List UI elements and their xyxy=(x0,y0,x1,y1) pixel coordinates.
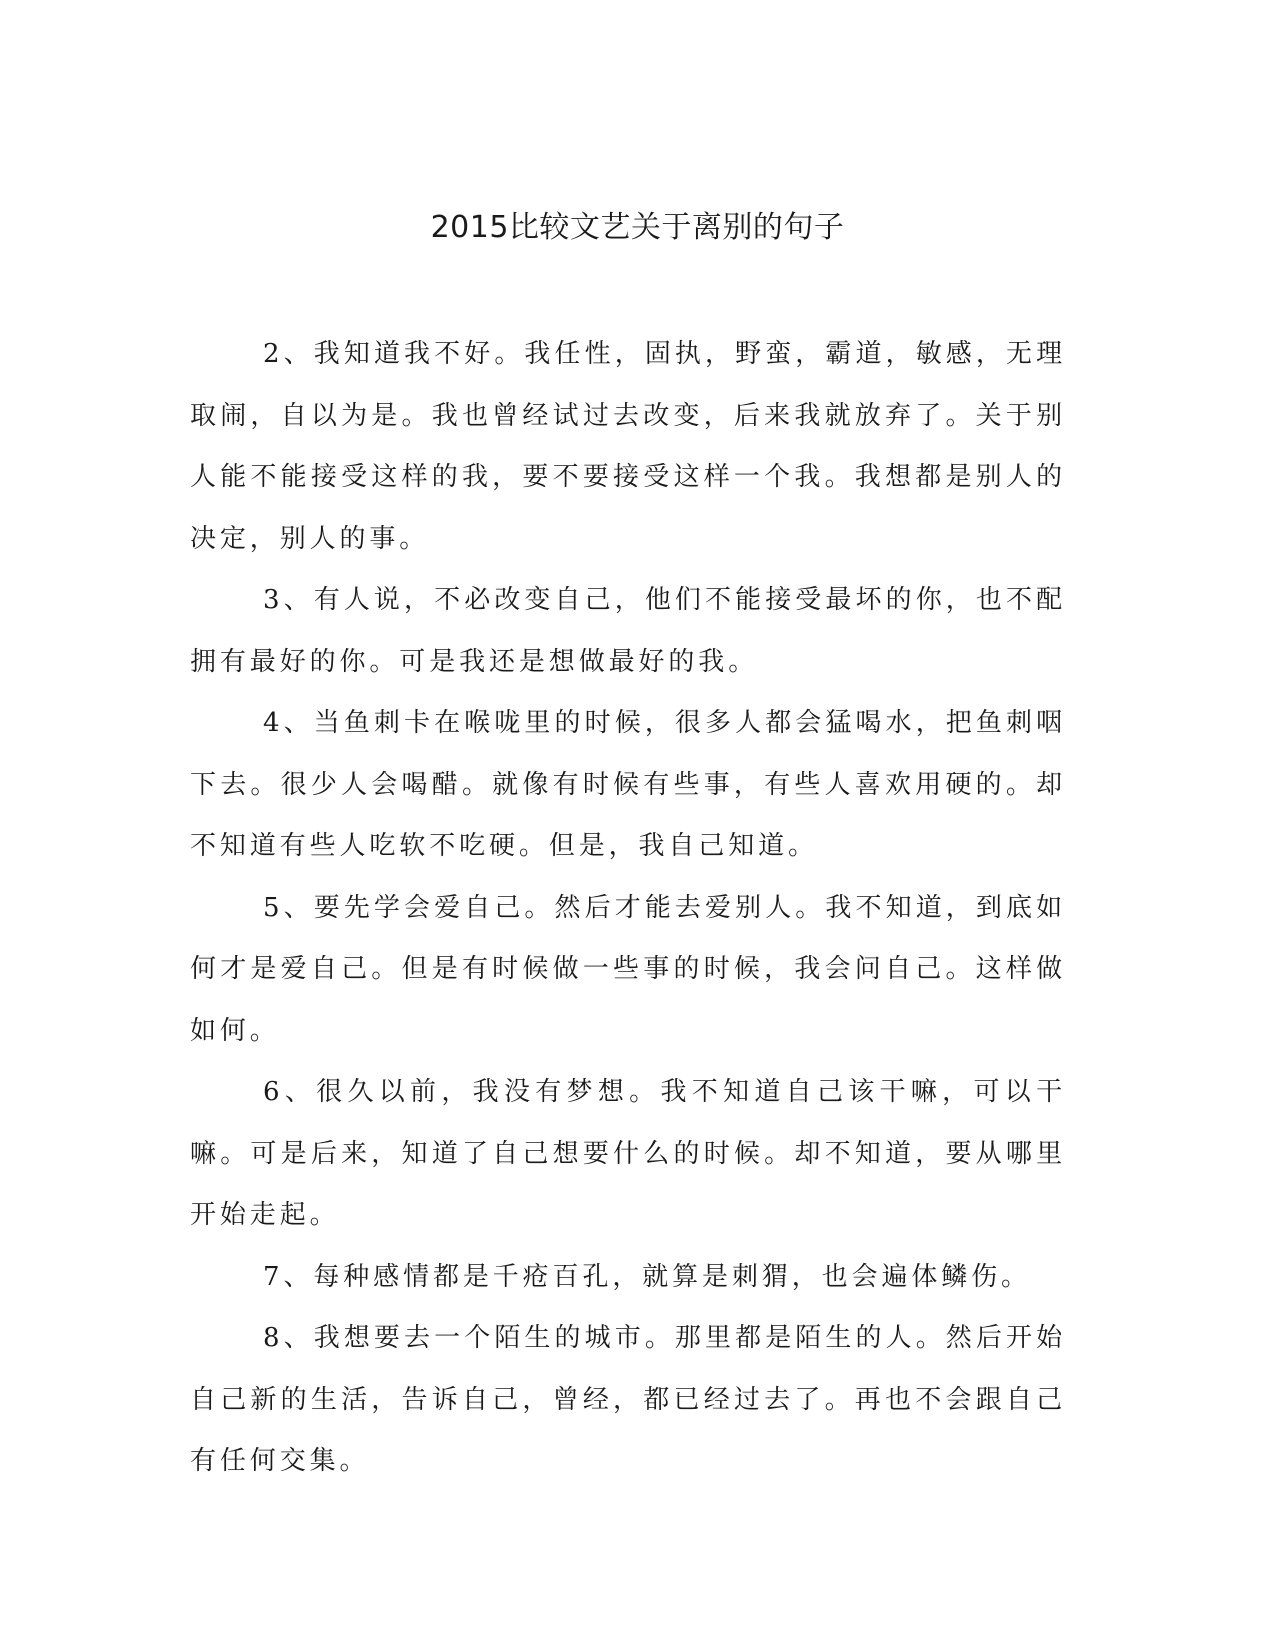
page-title: 2015比较文艺关于离别的句子 xyxy=(430,210,845,245)
paragraph: 2、我知道我不好。我任性，固执，野蛮，霸道，敏感，无理取闹，自以为是。我也曾经试过去改变，后来我就放弃了。关于别人能不能接受这样的我，要不要接受这样一个我。我想都是别人的决定，别人的事。 xyxy=(190,339,1066,554)
document-body xyxy=(190,324,1066,1493)
paragraph: 4、当鱼刺卡在喉咙里的时候，很多人都会猛喝水，把鱼刺咽下去。很少人会喝醋。就像有时候有些事，有些人喜欢用硬的。却不知道有些人吃软不吃硬。但是，我自己知道。 xyxy=(190,708,1066,861)
paragraph: 3、有人说，不必改变自己，他们不能接受最坏的你，也不配拥有最好的你。可是我还是想做最好的我。 xyxy=(190,585,1066,677)
paragraph: 6、很久以前，我没有梦想。我不知道自己该干嘛，可以干嘛。可是后来，知道了自己想要什么的时候。却不知道，要从哪里开始走起。 xyxy=(190,1077,1066,1230)
paragraph: 5、要先学会爱自己。然后才能去爱别人。我不知道，到底如何才是爱自己。但是有时候做一些事的时候，我会问自己。这样做如何。 xyxy=(190,892,1066,1046)
paragraph: 8、我想要去一个陌生的城市。那里都是陌生的人。然后开始自己新的生活，告诉自己，曾经，都已经过去了。再也不会跟自己有任何交集。 xyxy=(190,1323,1066,1476)
paragraph: 7、每种感情都是千疮百孔，就算是刺猬，也会遍体鳞伤。 xyxy=(263,1261,1031,1292)
